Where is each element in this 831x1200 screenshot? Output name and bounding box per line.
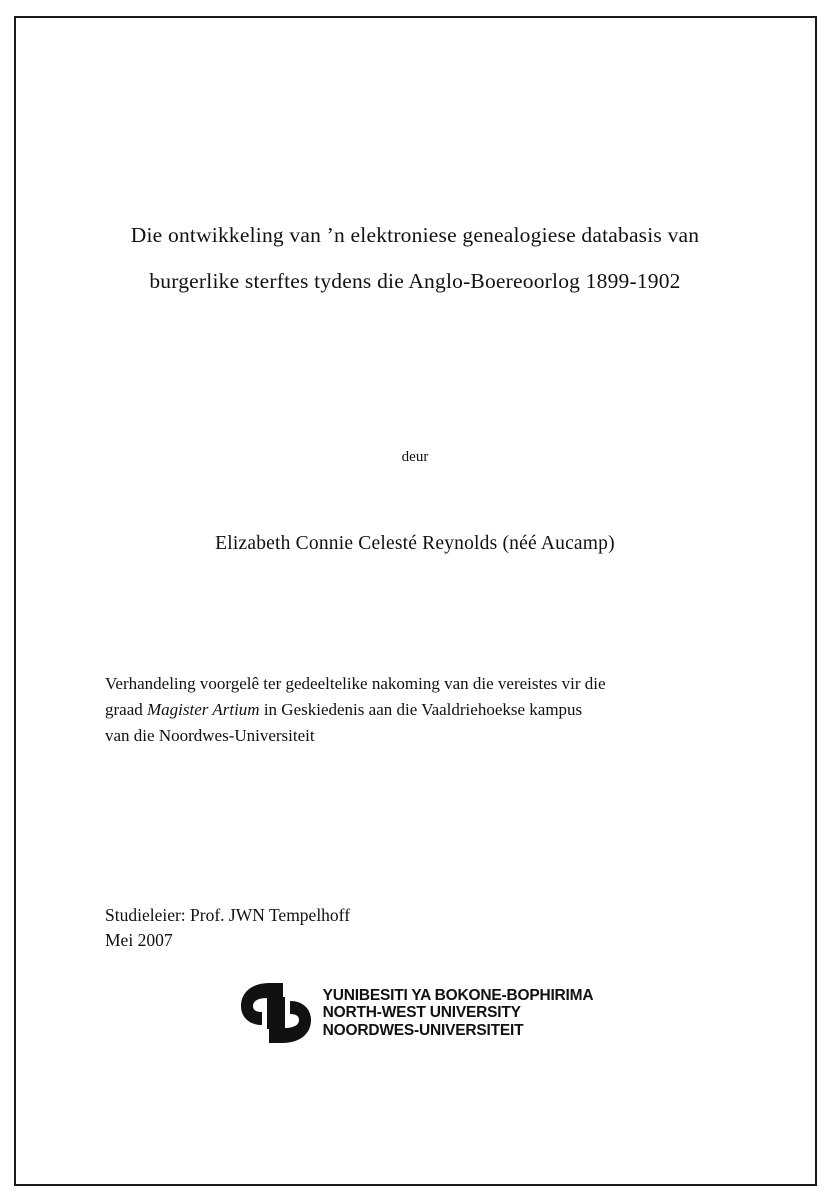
title-line-2: burgerlike sterftes tydens die Anglo-Boereoorlog 1899-1902 bbox=[149, 269, 681, 293]
degree-statement-line-2 bbox=[105, 697, 728, 723]
logo-text-line-2: NORTH-WEST UNIVERSITY bbox=[322, 1004, 521, 1022]
submission-date: Mei 2007 bbox=[105, 930, 173, 950]
author-name: Elizabeth Connie Celesté Reynolds (néé Aucamp) bbox=[215, 533, 615, 554]
logo-text-line-1: YUNIBESITI YA BOKONE-BOPHIRIMA bbox=[322, 986, 594, 1004]
degree-name-italic: Magister Artium bbox=[147, 700, 260, 719]
university-logo-text bbox=[323, 987, 594, 1040]
by-word: deur bbox=[401, 449, 429, 465]
logo-text-line-3: NOORDWES-UNIVERSITEIT bbox=[322, 1021, 524, 1039]
degree-statement-line-2-suffix: in Geskiedenis aan die Vaaldriehoekse kampus bbox=[259, 700, 583, 719]
degree-statement-line-1: Verhandeling voorgelê ter gedeeltelike nakoming van die vereistes vir die bbox=[105, 674, 606, 693]
page-title bbox=[100, 212, 730, 304]
university-logo bbox=[100, 979, 730, 1047]
supervisor-name: Studieleier: Prof. JWN Tempelhoff bbox=[105, 905, 351, 925]
title-page-content bbox=[100, 16, 730, 1184]
title-line-1: Die ontwikkeling van ’n elektroniese genealogiese databasis van bbox=[130, 223, 700, 247]
degree-statement bbox=[105, 671, 728, 749]
degree-statement-line-2-prefix: graad bbox=[105, 700, 148, 719]
supervisor-block bbox=[105, 903, 605, 953]
degree-statement-line-3: van die Noordwes-Universiteit bbox=[105, 726, 315, 745]
nwu-logo-icon bbox=[237, 979, 315, 1047]
